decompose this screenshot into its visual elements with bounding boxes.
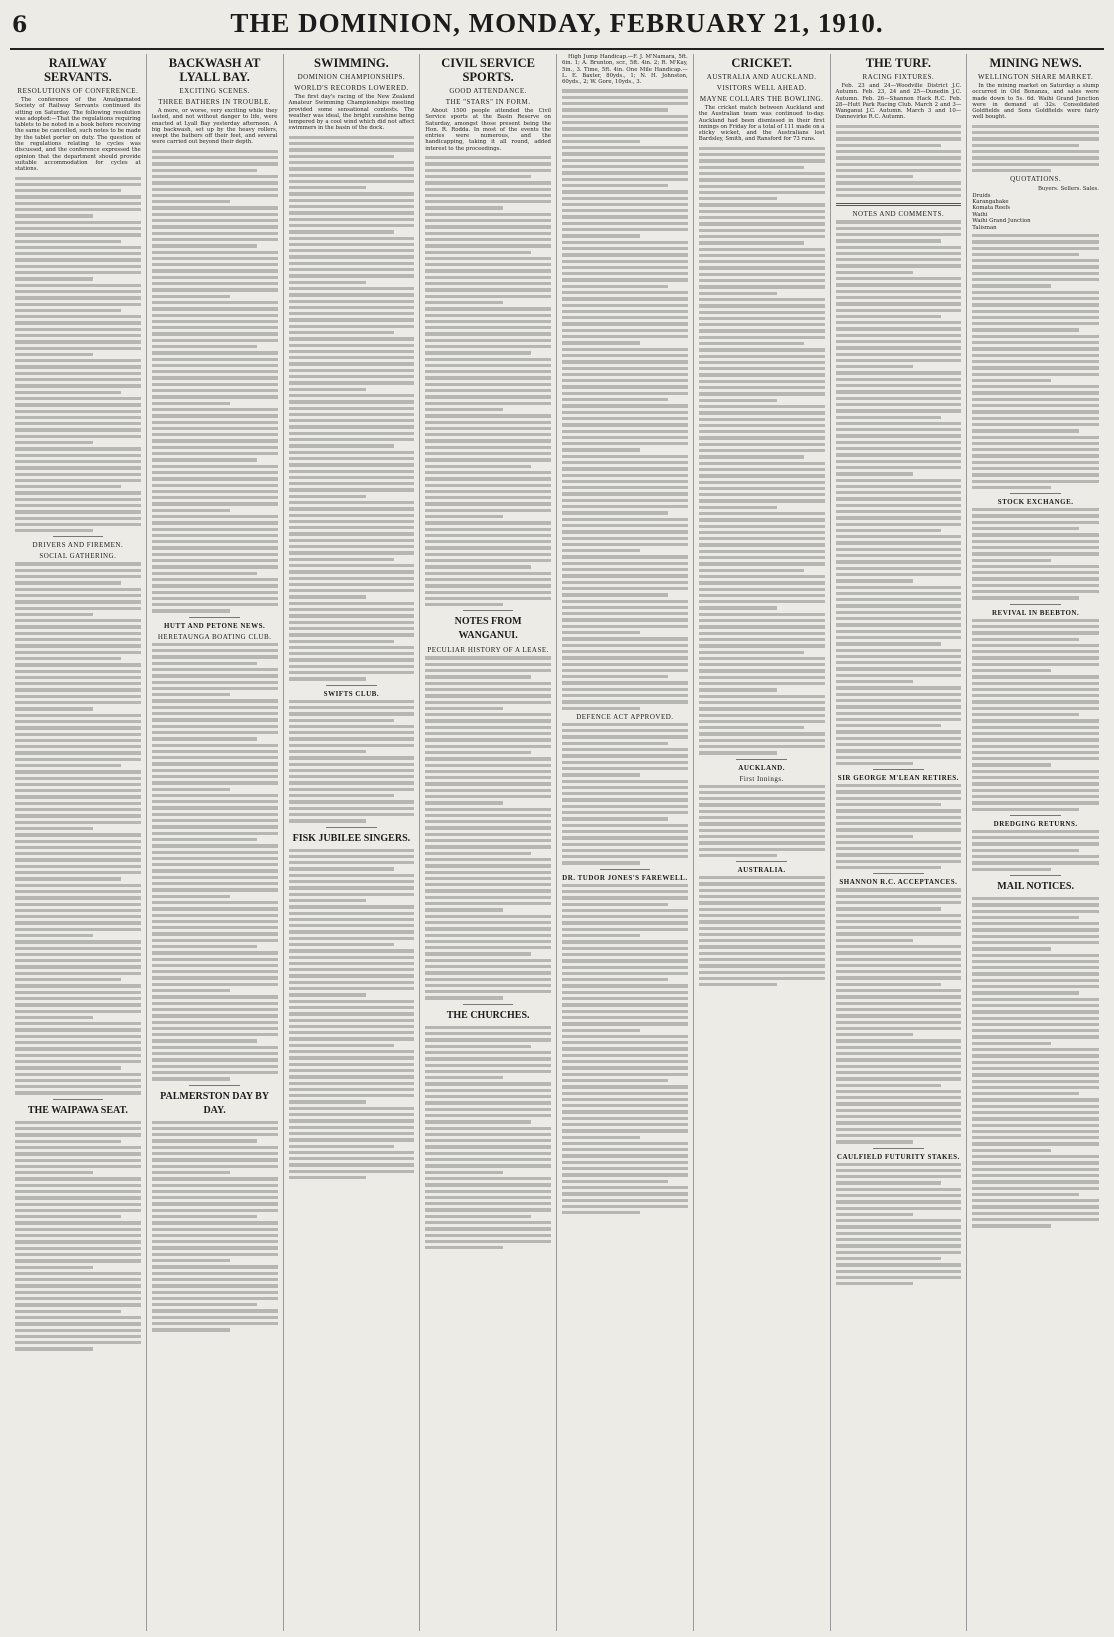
- article-text-lines: [699, 147, 825, 755]
- article-text-lines: [972, 830, 1099, 871]
- table-row: Waihi: [972, 211, 988, 218]
- article-text-lines: [289, 136, 415, 681]
- section-headline: HUTT AND PETONE NEWS.: [163, 621, 266, 630]
- article-text: The conference of the Amalgamated Society of Railway Servants continued its sitting on Saturday. The following resolution was adopted:—That the regulations requiring tablets to be noted in a book before receiving the same be cancelled, such notes to be made by the tablet porter on duty. The question of the regulations relating to cycles was discussed, and the conference expressed the opinion that the department should provide suitable accommodation for cycles at stations.: [15, 97, 141, 173]
- column-5: [557, 54, 694, 1631]
- article-text-lines: [562, 884, 688, 1215]
- column-2: [147, 54, 284, 1631]
- headline-civil-service-sports: CIVIL SERVICE SPORTS.: [441, 56, 535, 84]
- section-subhead: SOCIAL GATHERING.: [39, 552, 117, 561]
- page-number: 6: [12, 12, 28, 38]
- article-text-lines: [425, 1026, 551, 1250]
- headline-waipawa-seat: THE WAIPAWA SEAT.: [27, 1104, 128, 1116]
- section-headline: CAULFIELD FUTURITY STAKES.: [836, 1152, 960, 1161]
- subhead: WELLINGTON SHARE MARKET.: [977, 73, 1094, 81]
- subhead: DEFENCE ACT APPROVED.: [576, 712, 674, 721]
- news-columns: [10, 54, 1104, 1631]
- subhead: GOOD ATTENDANCE.: [449, 87, 527, 95]
- section-subhead: PECULIAR HISTORY OF A LEASE.: [427, 646, 549, 655]
- section-headline: SWIFTS CLUB.: [323, 689, 380, 698]
- article-text-lines: [836, 125, 962, 198]
- subhead: EXCITING SCENES.: [179, 87, 250, 95]
- headline-fisk-jubilee-singers: FISK JUBILEE SINGERS.: [292, 832, 411, 844]
- section-headline: SIR GEORGE M'LEAN RETIRES.: [837, 774, 959, 783]
- article-text-lines: [972, 619, 1099, 811]
- article-text-lines: [15, 562, 141, 1094]
- article-text-lines: [836, 1163, 962, 1286]
- headline-palmerston: PALMERSTON DAY BY DAY.: [160, 1090, 270, 1116]
- column-6: [694, 54, 831, 1631]
- scorecard-lines: [699, 876, 825, 986]
- subhead: THE "STARS" IN FORM.: [445, 98, 531, 106]
- column-4: [420, 54, 557, 1631]
- article-text: The first day's racing of the New Zealand Amateur Swimming Championships meeting provided some sensational contests. The weather was ideal, the bright sunshine being tempered by a cool wind which did not affect swimmers in the basin of the dock.: [288, 94, 415, 132]
- masthead: [10, 8, 1104, 50]
- headline-the-turf: THE TURF.: [865, 56, 932, 70]
- article-text-lines: [15, 177, 141, 533]
- table-row: Waihi Grand Junction: [972, 218, 1031, 225]
- article-text-lines: [836, 888, 962, 1143]
- subhead: NOTES AND COMMENTS.: [852, 210, 945, 219]
- article-text-lines: [425, 156, 551, 606]
- subhead: RACING FIXTURES.: [862, 73, 935, 81]
- table-row: Talisman: [972, 224, 997, 231]
- headline-swimming: SWIMMING.: [314, 56, 389, 70]
- headline-mail-notices: MAIL NOTICES.: [997, 880, 1074, 892]
- table-row: Karangahake: [972, 198, 1009, 205]
- table-header-row: Buyers. Sellers. Sales.: [1037, 186, 1099, 193]
- scorecard-lines: [699, 785, 825, 858]
- section-subhead: HERETAUNGA BOATING CLUB.: [157, 632, 272, 641]
- subhead: RESOLUTIONS OF CONFERENCE.: [17, 87, 139, 95]
- column-7: [831, 54, 968, 1631]
- headline-the-churches: THE CHURCHES.: [446, 1009, 530, 1021]
- headline-cricket: CRICKET.: [731, 56, 792, 70]
- article-text-lines: [289, 849, 415, 1180]
- headline-mining-news: MINING NEWS.: [989, 56, 1082, 70]
- article-text: High Jump Handicap.—F. J. M'Namara, 5ft. 6in. 1; A. Brunton, scr., 5ft. 4in. 2; R. M'Kay, 5in., 3. Time, 5ft. 4in. One Mile Handicap.—L. E. Baxter, 80yds., 1; N. H. Johnston, 60yds., 2; W. Gore, 10yds., 3.: [562, 54, 688, 86]
- article-text-lines: [836, 220, 962, 765]
- article-text-lines: [152, 643, 278, 1081]
- headline-backwash-lyall-bay: BACKWASH AT LYALL BAY.: [168, 56, 261, 84]
- column-3: [284, 54, 421, 1631]
- table-row: Druids: [972, 192, 991, 199]
- quotations-table: [972, 186, 1099, 231]
- article-text-lines: [15, 1121, 141, 1351]
- article-text-lines: [972, 125, 1099, 172]
- column-1: [10, 54, 147, 1631]
- article-text-lines: [972, 234, 1099, 489]
- article-text: In the mining market on Saturday a slump occurred in Old Bonanza, and sales were made down to 5s. 6d. Waihi Grand Junction were in demand at 32s. Consolidated Goldfields and Sons Goldfields were fairly well bought.: [972, 83, 1099, 121]
- subhead: DOMINION CHAMPIONSHIPS.: [297, 73, 406, 81]
- subhead: WORLD'S RECORDS LOWERED.: [294, 84, 409, 92]
- article-text-lines: [562, 723, 688, 865]
- article-text-lines: [152, 150, 278, 613]
- section-headline: DREDGING RETURNS.: [993, 819, 1078, 828]
- section-headline: REVIVAL IN BEEBTON.: [992, 608, 1080, 617]
- section-headline: DR. TUDOR JONES'S FAREWELL.: [562, 873, 688, 882]
- quotations-title: QUOTATIONS.: [1010, 175, 1062, 184]
- section-headline: AUSTRALIA.: [737, 866, 786, 875]
- subhead: AUSTRALIA AND AUCKLAND.: [706, 73, 817, 81]
- newspaper-title: THE DOMINION, MONDAY, FEBRUARY 21, 1910.: [230, 8, 884, 38]
- headline-railway-servants: RAILWAY SERVANTS.: [43, 56, 112, 84]
- table-row: Komata Reefs: [972, 205, 1010, 212]
- article-text-lines: [972, 897, 1099, 1228]
- column-8: [967, 54, 1104, 1631]
- section-headline: DRIVERS AND FIREMEN.: [32, 541, 124, 550]
- section-subhead: First Innings.: [739, 774, 784, 783]
- article-text-lines: [836, 784, 962, 869]
- article-text: A more, or worse, very exciting while they lasted, and not without danger to life, were enacted at Lyall Bay yesterday afternoon. A big backwash, set up by the heavy rollers, swept the bathers off their feet, and several were carried out beyond their depth.: [151, 108, 278, 146]
- article-text-lines: [289, 700, 415, 823]
- section-headline: SHANNON R.C. ACCEPTANCES.: [839, 878, 958, 887]
- article-text-lines: [152, 1121, 278, 1332]
- article-text-lines: [562, 89, 688, 709]
- article-text: Feb. 23 and 24—Woodville District J.C. Autumn. Feb. 23, 24 and 25—Dunedin J.C. Autumn. Feb. 26—Shannon Hack R.C. Feb. 28—Hutt Park Racing Club. March 2 and 3—Wanganui J.C. Autumn. March 3 and 10—Dannevirke R.C. Autumn.: [835, 83, 962, 121]
- article-text: About 1500 people attended the Civil Service sports at the Basin Reserve on Saturday, amongst those present being the Hon. R. Rodda. In most of the events the entries were numerous, and the handicapping, taking it all round, added interest to the proceedings.: [425, 108, 551, 152]
- section-headline: STOCK EXCHANGE.: [997, 498, 1074, 507]
- article-text: The cricket match between Auckland and the Australian team was continued to-day. Auckland had been dismissed in their first innings on Friday for a total of 111 made on a sticky wicket, and the Australians lost Bardsley, Smith, and Ransford for 73 runs.: [698, 105, 825, 143]
- article-text-lines: [972, 508, 1099, 599]
- subhead: MAYNE COLLARS THE BOWLING.: [699, 95, 824, 103]
- section-headline: AUCKLAND.: [738, 763, 785, 772]
- subhead: VISITORS WELL AHEAD.: [716, 84, 807, 92]
- article-text-lines: [425, 656, 551, 999]
- headline-notes-from-wanganui: NOTES FROM WANGANUI.: [454, 616, 522, 642]
- subhead: THREE BATHERS IN TROUBLE.: [158, 98, 271, 106]
